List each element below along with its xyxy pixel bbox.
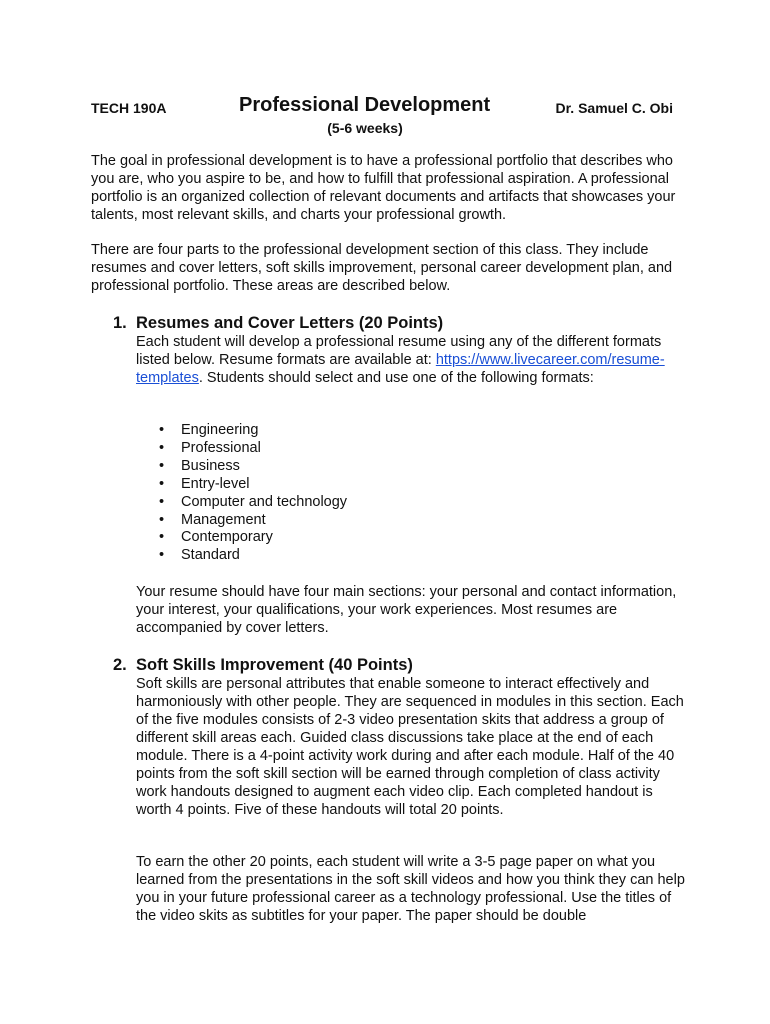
bullet-icon: •: [159, 547, 165, 564]
section-2-paragraph-2: To earn the other 20 points, each student will write a 3-5 page paper on what you learned from the presentations in the soft skill videos and how you think they can help you in your future professional career as a technology professional. Use the titles of the video skits as subtitles for your paper. The paper should be double: [136, 854, 685, 924]
section-1-title: Resumes and Cover Letters (20 Points): [136, 314, 444, 332]
bullet-icon: •: [159, 422, 165, 438]
bullet-icon: •: [159, 475, 165, 492]
bullet-icon: •: [159, 493, 165, 510]
course-code: TECH 190A: [91, 100, 167, 116]
section-1-closing: Your resume should have four main sections: your personal and contact information, your interest, your qualifications, your work experiences. Most resumes are accompanied by cover letters.: [136, 584, 677, 636]
section-2-number: 2.: [113, 656, 127, 674]
resume-format-item: [136, 476, 347, 494]
bullet-icon: •: [159, 529, 165, 546]
duration-note: (5-6 weeks): [327, 120, 403, 136]
bullet-icon: •: [159, 457, 165, 474]
resume-format-item: [136, 529, 347, 547]
resume-format-item: [136, 440, 347, 458]
resume-format-item: [136, 512, 347, 530]
bullet-icon: •: [159, 511, 165, 528]
resume-format-item: [136, 494, 347, 512]
document-title: Professional Development: [239, 94, 491, 116]
resume-format-label: Engineering: [181, 422, 259, 438]
resume-format-label: Professional: [181, 439, 261, 456]
resume-format-item: [136, 458, 347, 476]
resume-format-list: [136, 422, 347, 565]
intro-paragraph-1: The goal in professional development is to have a professional portfolio that describes who you are, who you aspire to be, and how to fulfill that professional aspiration. A professional portfolio is an organized collection of relevant documents and artifacts that showcases your talents, most relevant skills, and charts your professional growth.: [91, 153, 676, 223]
section-2-title: Soft Skills Improvement (40 Points): [136, 656, 413, 674]
resume-format-item: [136, 547, 347, 565]
resume-format-label: Standard: [181, 547, 240, 564]
section-2-paragraph-1: Soft skills are personal attributes that enable someone to interact effectively and harmoniously with other people. They are sequenced in modules in this section. Each of the five modules consists of 2-3 video presentation skits that address a group of different skill areas each. Guided class discussions take place at the end of each module. There is a 4-point activity work during and after each module. Half of the 40 points from the soft skill section will be earned through completion of class activity work handouts designed to augment each video clip. Each completed handout is worth 4 points. Five of these handouts will total 20 points.: [136, 676, 684, 818]
resume-format-item: [136, 422, 347, 440]
section-2-heading: [113, 655, 413, 675]
section-1-intro: [136, 333, 686, 387]
bullet-icon: •: [159, 439, 165, 456]
document-header: [91, 94, 673, 134]
section-1-heading: [113, 313, 443, 333]
intro-paragraph-2: There are four parts to the professional development section of this class. They include resumes and cover letters, soft skills improvement, personal career development plan, and professional portfolio. These areas are described below.: [91, 242, 673, 294]
resume-format-label: Business: [181, 457, 240, 474]
resume-templates-link[interactable]: https://www.livecareer.com/resume-templates: [136, 352, 665, 386]
resume-format-label: Management: [181, 511, 266, 528]
resume-format-label: Computer and technology: [181, 493, 348, 510]
section-1-number: 1.: [113, 314, 127, 332]
instructor-name: Dr. Samuel C. Obi: [555, 100, 673, 116]
resume-format-label: Contemporary: [181, 529, 273, 546]
section-1-intro-text-end: . Students should select and use one of the following formats:: [198, 370, 594, 386]
resume-format-label: Entry-level: [181, 475, 250, 492]
section-1-intro-text: Each student will develop a professional resume using any of the different formats listed below. Resume formats are available at:: [136, 334, 662, 368]
